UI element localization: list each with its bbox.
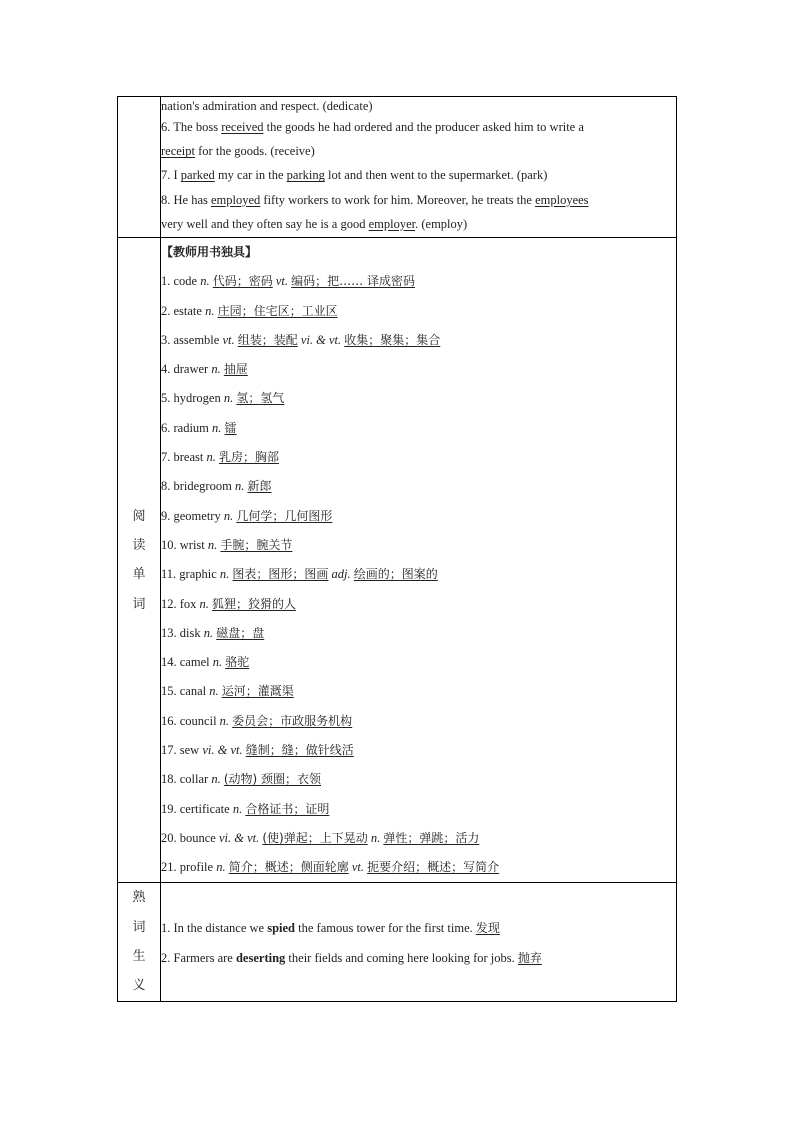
text-line — [161, 443, 676, 472]
answer-text: 几何学；几何图形 — [236, 508, 333, 523]
text-segment: my car in the — [214, 168, 287, 183]
text-segment: the famous tower for the first time. — [295, 921, 476, 936]
text-segment: 18. collar — [161, 772, 212, 787]
answer-text: 运河；灌溉渠 — [221, 684, 294, 699]
text-segment: 7. breast — [161, 450, 207, 465]
text-segment: 9. geometry — [161, 508, 224, 523]
answer-text: employees — [535, 192, 589, 207]
text-segment: 【教师用书独具】 — [161, 244, 258, 259]
text-segment: 6. radium — [161, 420, 213, 435]
text-line — [161, 297, 676, 326]
vocabulary-table — [117, 96, 677, 1002]
text-line — [161, 677, 676, 706]
text-line — [161, 619, 676, 648]
text-line — [161, 853, 676, 882]
text-segment: their fields and coming here looking for jobs. — [285, 951, 518, 966]
answer-text: 组装；装配 — [237, 332, 298, 347]
section-label-char: 读 — [132, 537, 146, 553]
answer-text: receipt — [161, 144, 196, 159]
reading-words-row — [118, 237, 677, 883]
answer-text: 乳房；胸部 — [218, 450, 279, 465]
part-of-speech: vt. — [275, 274, 289, 289]
text-segment: 5. hydrogen — [161, 391, 224, 406]
text-segment: 11. graphic — [161, 567, 220, 582]
text-segment: . (employ) — [415, 216, 468, 231]
answer-text: employer — [368, 216, 416, 231]
part-of-speech: vi. & vt. — [300, 332, 342, 347]
answer-text: 绘画的；图案的 — [353, 567, 438, 582]
answer-text: 合格证书；证明 — [245, 801, 330, 816]
answer-text: 庄园；住宅区；工业区 — [217, 303, 338, 318]
answer-text: 缝制；缝；做针线活 — [245, 742, 354, 757]
text-segment: 7. I — [161, 168, 181, 183]
part-of-speech: adj. — [331, 567, 351, 582]
text-segment: 19. certificate — [161, 801, 233, 816]
section-label-char: 生 — [132, 949, 146, 965]
section-label-char: 词 — [132, 919, 146, 935]
text-segment: 13. disk — [161, 625, 204, 640]
answer-text: 代码；密码 — [212, 274, 273, 289]
answer-text: parking — [286, 168, 325, 183]
text-line — [161, 736, 676, 765]
reading-words-label — [118, 237, 161, 883]
familiar-words-row — [118, 883, 677, 1001]
part-of-speech: n. — [203, 625, 214, 640]
text-line — [161, 384, 676, 413]
part-of-speech: n. — [212, 420, 222, 435]
answer-text: 磁盘；盘 — [216, 625, 265, 640]
section-label-char: 阅 — [132, 508, 146, 524]
answer-text: 编码；把…… 译成密码 — [291, 274, 415, 289]
answer-text: 手腕；腕关节 — [220, 537, 293, 552]
answer-text: 抽屉 — [223, 362, 248, 377]
text-segment: very well and they often say he is a good — [161, 216, 369, 231]
section-label-char: 单 — [132, 567, 146, 583]
answer-text: 发现 — [475, 921, 500, 936]
answer-text: received — [221, 120, 264, 134]
part-of-speech: n. — [211, 772, 221, 787]
section-label-char: 义 — [132, 978, 146, 994]
familiar-words-list — [161, 883, 677, 1001]
text-line — [161, 913, 676, 943]
text-line — [161, 883, 676, 913]
text-segment: deserting — [235, 951, 286, 966]
text-segment: for the goods. (receive) — [195, 144, 315, 159]
text-segment: 8. bridegroom — [161, 479, 235, 494]
part-of-speech: n. — [216, 860, 226, 875]
answer-text: 简介；概述；侧面轮廓 — [228, 860, 349, 875]
answer-text: employed — [211, 192, 261, 207]
part-of-speech: vt. — [351, 860, 364, 875]
answer-text: 骆驼 — [225, 655, 250, 670]
text-segment: 2. Farmers are — [161, 951, 236, 966]
answer-text: 扼要介绍；概述；写简介 — [367, 860, 500, 875]
part-of-speech: vi. & vt. — [218, 830, 260, 845]
text-line — [161, 189, 676, 213]
text-segment: 20. bounce — [161, 830, 219, 845]
text-segment: 2. estate — [161, 303, 206, 318]
text-line — [161, 267, 676, 296]
part-of-speech: vt. — [222, 332, 235, 347]
part-of-speech: n. — [200, 274, 210, 289]
answer-text: 抛弃 — [517, 951, 542, 966]
text-line — [161, 590, 676, 619]
section-label-char: 词 — [132, 596, 146, 612]
text-line — [161, 560, 676, 589]
part-of-speech: n. — [206, 450, 216, 465]
text-line — [161, 943, 676, 973]
text-line — [161, 213, 676, 237]
text-segment: 10. wrist — [161, 537, 208, 552]
answer-text: 镭 — [224, 420, 237, 435]
example-row — [118, 97, 677, 238]
part-of-speech: n. — [223, 391, 234, 406]
text-segment: 6. The boss — [161, 120, 222, 134]
text-segment: nation's admiration and respect. (dedicate) — [161, 99, 373, 113]
answer-text: (动物) 颈圈；衣领 — [223, 772, 322, 787]
text-line — [161, 648, 676, 677]
part-of-speech: n. — [370, 830, 381, 845]
text-line — [161, 795, 676, 824]
part-of-speech: vi. & vt. — [202, 742, 243, 757]
answer-text: (使)弹起；上下晃动 — [262, 830, 368, 845]
answer-text: 委员会；市政服务机构 — [232, 713, 353, 728]
answer-text: 氢；氢气 — [236, 391, 285, 406]
part-of-speech: n. — [209, 684, 219, 699]
part-of-speech: n. — [234, 479, 245, 494]
text-segment: spied — [267, 921, 296, 936]
text-line — [161, 140, 676, 164]
text-line — [161, 238, 676, 267]
text-segment: fifty workers to work for him. Moreover, he treats the — [260, 192, 536, 207]
part-of-speech: n. — [207, 537, 218, 552]
answer-text: 狐狸；狡猾的人 — [212, 596, 297, 611]
familiar-words-label — [118, 883, 161, 1001]
text-segment: 1. code — [161, 274, 201, 289]
text-line — [161, 164, 676, 188]
text-segment: 1. In the distance we — [161, 921, 268, 936]
part-of-speech: n. — [223, 508, 234, 523]
text-line — [161, 116, 676, 140]
reading-words-list — [161, 237, 677, 883]
part-of-speech: n. — [211, 362, 221, 377]
part-of-speech: n. — [205, 303, 215, 318]
answer-text: 弹性；弹跳；活力 — [383, 830, 480, 845]
example-label-cell — [118, 97, 161, 238]
text-line — [161, 531, 676, 560]
section-label-char: 熟 — [132, 890, 146, 906]
answer-text: parked — [180, 168, 215, 183]
text-segment: 12. fox — [161, 596, 200, 611]
part-of-speech: n. — [219, 713, 230, 728]
text-segment: 8. He has — [161, 192, 211, 207]
text-segment: 17. sew — [161, 742, 203, 757]
text-line — [161, 502, 676, 531]
text-line — [161, 824, 676, 853]
text-segment: 14. camel — [161, 655, 213, 670]
answer-text: 图表；图形；图画 — [232, 567, 329, 582]
text-segment: 15. canal — [161, 684, 210, 699]
part-of-speech: n. — [219, 567, 230, 582]
part-of-speech: n. — [212, 655, 223, 670]
text-line — [161, 707, 676, 736]
text-line — [161, 765, 676, 794]
text-line — [161, 97, 676, 116]
text-segment: 3. assemble — [161, 332, 223, 347]
text-segment: lot and then went to the supermarket. (park) — [324, 168, 548, 183]
example-sentences — [161, 97, 677, 238]
text-segment: 16. council — [161, 713, 220, 728]
text-segment: 4. drawer — [161, 362, 212, 377]
text-line — [161, 472, 676, 501]
part-of-speech: n. — [232, 801, 243, 816]
part-of-speech: n. — [199, 596, 209, 611]
text-line — [161, 414, 676, 443]
answer-text: 新郎 — [247, 479, 272, 494]
text-segment: 21. profile — [161, 860, 217, 875]
text-segment: the goods he had ordered and the producer asked him to write a — [263, 120, 584, 134]
text-line — [161, 326, 676, 355]
text-line — [161, 355, 676, 384]
answer-text: 收集；聚集；集合 — [344, 332, 441, 347]
